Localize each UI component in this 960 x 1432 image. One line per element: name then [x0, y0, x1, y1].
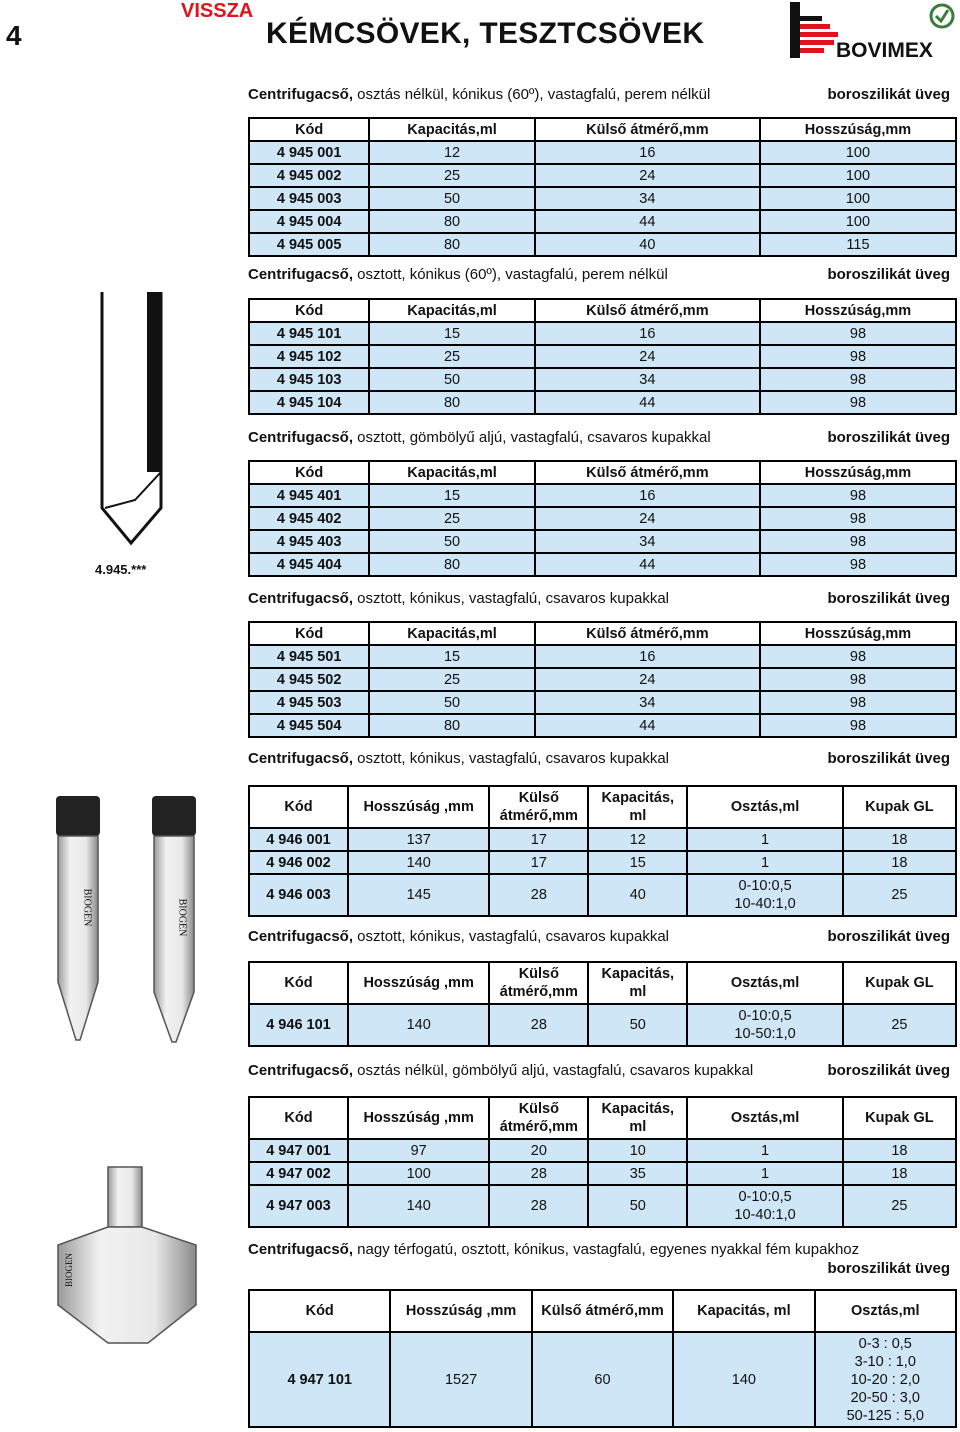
table-cell: 100	[760, 210, 956, 233]
table-cell: 98	[760, 553, 956, 576]
section-title-part: osztott, kónikus, vastagfalú, csavaros kupakkal	[353, 750, 670, 767]
table-cell: 15	[369, 322, 534, 345]
table-cell: 17	[489, 828, 588, 851]
column-header: Kód	[249, 962, 348, 1004]
column-header: Hosszúság,mm	[760, 622, 956, 645]
table-cell: 1	[687, 828, 843, 851]
section-title-part: Centrifugacső,	[248, 750, 354, 767]
product-code-cell: 4 945 503	[249, 691, 369, 714]
table-cell: 140	[348, 1004, 489, 1046]
table-cell: 34	[535, 187, 760, 210]
table-cell: 28	[489, 874, 588, 916]
product-table	[248, 961, 957, 1047]
table-cell: 100	[760, 164, 956, 187]
table-row	[249, 1332, 956, 1427]
table-cell: 15	[369, 645, 534, 668]
column-header: Hosszúság ,mm	[348, 962, 489, 1004]
product-code-cell: 4 946 001	[249, 828, 348, 851]
product-table	[248, 117, 957, 257]
table-cell: 16	[535, 141, 760, 164]
product-table	[248, 1096, 957, 1228]
table-cell: 28	[489, 1162, 588, 1185]
table-row	[249, 553, 956, 576]
column-header: Osztás,ml	[687, 962, 843, 1004]
table-cell: 25	[369, 345, 534, 368]
product-code-cell: 4 945 501	[249, 645, 369, 668]
table-cell: 10	[588, 1139, 687, 1162]
table-cell: 60	[532, 1332, 673, 1427]
table-cell: 24	[535, 345, 760, 368]
column-header: Kód	[249, 622, 369, 645]
column-header: Külső átmérő,mm	[532, 1290, 673, 1332]
product-code-cell: 4 945 103	[249, 368, 369, 391]
section-material: boroszilikát üveg	[827, 266, 950, 283]
table-row	[249, 691, 956, 714]
table-cell: 1527	[390, 1332, 531, 1427]
section-title	[248, 86, 710, 103]
table-row	[249, 210, 956, 233]
table-cell: 140	[673, 1332, 814, 1427]
table-cell: 25	[843, 1185, 956, 1227]
table-cell: 100	[760, 187, 956, 210]
product-table	[248, 785, 957, 917]
column-header: Hosszúság,mm	[760, 461, 956, 484]
section-title-part: Centrifugacső,	[248, 1062, 354, 1079]
table-cell: 18	[843, 828, 956, 851]
table-cell: 98	[760, 507, 956, 530]
table-cell: 25	[843, 874, 956, 916]
table-cell: 44	[535, 714, 760, 737]
column-header: Külső átmérő,mm	[489, 1097, 588, 1139]
column-header: Kapacitás,ml	[369, 118, 534, 141]
column-header: Hosszúság,mm	[760, 118, 956, 141]
table-cell: 98	[760, 322, 956, 345]
bovimex-logo	[788, 2, 956, 60]
table-cell: 16	[535, 322, 760, 345]
table-cell: 140	[348, 851, 489, 874]
table-cell: 24	[535, 164, 760, 187]
column-header: Külső átmérő,mm	[535, 461, 760, 484]
product-table	[248, 460, 957, 577]
table-cell: 98	[760, 668, 956, 691]
table-cell: 98	[760, 530, 956, 553]
table-cell: 28	[489, 1004, 588, 1046]
table-cell: 98	[760, 484, 956, 507]
column-header: Kód	[249, 118, 369, 141]
header-row	[249, 461, 956, 484]
product-code-cell: 4 947 101	[249, 1332, 390, 1427]
table-row	[249, 1185, 956, 1227]
column-header: Hosszúság ,mm	[348, 786, 489, 828]
table-cell: 140	[348, 1185, 489, 1227]
table-row	[249, 645, 956, 668]
large-volume-tube-photo	[48, 1165, 208, 1345]
product-code-cell: 4 945 504	[249, 714, 369, 737]
section-title-part: osztott, gömbölyű aljú, vastagfalú, csavaros kupakkal	[353, 429, 711, 446]
column-header: Hosszúság,mm	[760, 299, 956, 322]
table-cell: 0-10:0,5 10-50:1,0	[687, 1004, 843, 1046]
brand-label: BIOGEN	[64, 1253, 74, 1287]
table-row	[249, 874, 956, 916]
table-cell: 0-3 : 0,5 3-10 : 1,0 10-20 : 2,0 20-50 : 3,0 50-125 : 5,0	[815, 1332, 956, 1427]
column-header: Kód	[249, 1290, 390, 1332]
table-cell: 50	[588, 1004, 687, 1046]
section-material: boroszilikát üveg	[827, 1260, 950, 1277]
table-row	[249, 322, 956, 345]
table-cell: 28	[489, 1185, 588, 1227]
product-code-cell: 4 945 102	[249, 345, 369, 368]
table-cell: 15	[369, 484, 534, 507]
table-cell: 100	[760, 141, 956, 164]
product-code-cell: 4 945 404	[249, 553, 369, 576]
section-title	[248, 266, 668, 283]
section-title-part: Centrifugacső,	[248, 266, 354, 283]
column-header: Külső átmérő,mm	[535, 118, 760, 141]
header-row	[249, 962, 956, 1004]
column-header: Osztás,ml	[815, 1290, 956, 1332]
table-cell: 24	[535, 668, 760, 691]
section-title-part: Centrifugacső,	[248, 429, 354, 446]
table-cell: 34	[535, 530, 760, 553]
table-cell: 98	[760, 714, 956, 737]
table-cell: 34	[535, 368, 760, 391]
column-header: Kapacitás,ml	[369, 299, 534, 322]
table-row	[249, 484, 956, 507]
section-title	[248, 750, 669, 767]
table-cell: 1	[687, 851, 843, 874]
product-code-cell: 4 945 005	[249, 233, 369, 256]
table-cell: 80	[369, 210, 534, 233]
section-title-part: osztás nélkül, gömbölyű aljú, vastagfalú, csavaros kupakkal	[353, 1062, 754, 1079]
table-cell: 25	[843, 1004, 956, 1046]
header-row	[249, 118, 956, 141]
section-title	[248, 590, 669, 607]
table-cell: 12	[369, 141, 534, 164]
table-cell: 50	[369, 368, 534, 391]
table-cell: 50	[369, 691, 534, 714]
table-row	[249, 141, 956, 164]
product-code-cell: 4 945 104	[249, 391, 369, 414]
product-code-cell: 4 946 101	[249, 1004, 348, 1046]
table-cell: 80	[369, 391, 534, 414]
table-cell: 1	[687, 1162, 843, 1185]
conical-tube-drawing	[95, 288, 175, 578]
table-cell: 18	[843, 851, 956, 874]
table-cell: 98	[760, 691, 956, 714]
section-title-part: osztás nélkül, kónikus (60º), vastagfalú, perem nélkül	[353, 86, 711, 103]
section-material: boroszilikát üveg	[827, 1062, 950, 1079]
column-header: Kapacitás,ml	[369, 622, 534, 645]
column-header: Kupak GL	[843, 786, 956, 828]
table-cell: 25	[369, 164, 534, 187]
product-code-cell: 4 946 003	[249, 874, 348, 916]
product-code-cell: 4 945 401	[249, 484, 369, 507]
section-title-part: osztott, kónikus (60º), vastagfalú, perem nélkül	[353, 266, 668, 283]
table-cell: 24	[535, 507, 760, 530]
column-header: Kód	[249, 786, 348, 828]
section-material: boroszilikát üveg	[827, 86, 950, 103]
section-title-part: Centrifugacső,	[248, 590, 354, 607]
column-header: Kapacitás, ml	[588, 1097, 687, 1139]
brand-label: BIOGEN	[176, 898, 188, 937]
table-cell: 0-10:0,5 10-40:1,0	[687, 1185, 843, 1227]
table-cell: 25	[369, 507, 534, 530]
table-row	[249, 530, 956, 553]
section-material: boroszilikát üveg	[827, 429, 950, 446]
column-header: Osztás,ml	[687, 1097, 843, 1139]
table-row	[249, 668, 956, 691]
section-title-part: nagy térfogatú, osztott, kónikus, vastagfalú, egyenes nyakkal fém kupakhoz	[353, 1241, 860, 1258]
page-title: KÉMCSÖVEK, TESZTCSÖVEK	[266, 17, 705, 50]
header-row	[249, 1290, 956, 1332]
header-row	[249, 622, 956, 645]
product-code-cell: 4 945 502	[249, 668, 369, 691]
table-row	[249, 1139, 956, 1162]
section-title-part: Centrifugacső,	[248, 86, 354, 103]
column-header: Kapacitás, ml	[673, 1290, 814, 1332]
product-code-cell: 4 945 101	[249, 322, 369, 345]
section-material: boroszilikát üveg	[827, 750, 950, 767]
column-header: Külső átmérő,mm	[535, 299, 760, 322]
section-title-part: osztott, kónikus, vastagfalú, csavaros kupakkal	[353, 590, 670, 607]
table-row	[249, 164, 956, 187]
section-title-part: Centrifugacső,	[248, 1241, 354, 1258]
product-table	[248, 298, 957, 415]
product-code-cell: 4 945 004	[249, 210, 369, 233]
table-cell: 12	[588, 828, 687, 851]
table-cell: 97	[348, 1139, 489, 1162]
table-row	[249, 233, 956, 256]
table-row	[249, 1004, 956, 1046]
section-material: boroszilikát üveg	[827, 590, 950, 607]
product-code-cell: 4 945 001	[249, 141, 369, 164]
table-cell: 18	[843, 1139, 956, 1162]
table-cell: 0-10:0,5 10-40:1,0	[687, 874, 843, 916]
table-row	[249, 1162, 956, 1185]
product-table	[248, 1289, 957, 1428]
table-cell: 16	[535, 645, 760, 668]
section-title-part: osztott, kónikus, vastagfalú, csavaros kupakkal	[353, 928, 670, 945]
section-title	[248, 1062, 753, 1079]
table-cell: 98	[760, 391, 956, 414]
product-code-cell: 4 947 003	[249, 1185, 348, 1227]
table-cell: 80	[369, 553, 534, 576]
table-row	[249, 851, 956, 874]
product-code-cell: 4 946 002	[249, 851, 348, 874]
header-row	[249, 1097, 956, 1139]
brand-label: BIOGEN	[81, 888, 93, 927]
column-header: Kapacitás,ml	[369, 461, 534, 484]
table-row	[249, 345, 956, 368]
table-cell: 40	[535, 233, 760, 256]
table-row	[249, 507, 956, 530]
product-code-cell: 4 945 402	[249, 507, 369, 530]
table-cell: 18	[843, 1162, 956, 1185]
section-material: boroszilikát üveg	[827, 928, 950, 945]
table-cell: 35	[588, 1162, 687, 1185]
table-cell: 50	[369, 187, 534, 210]
product-code-cell: 4 945 002	[249, 164, 369, 187]
product-table	[248, 621, 957, 738]
product-code-cell: 4 947 002	[249, 1162, 348, 1185]
column-header: Osztás,ml	[687, 786, 843, 828]
table-cell: 98	[760, 368, 956, 391]
column-header: Kód	[249, 1097, 348, 1139]
logo-text: BOVIMEX	[836, 39, 933, 60]
column-header: Kapacitás, ml	[588, 786, 687, 828]
table-cell: 44	[535, 391, 760, 414]
table-cell: 40	[588, 874, 687, 916]
table-cell: 115	[760, 233, 956, 256]
column-header: Kód	[249, 299, 369, 322]
back-link[interactable]: VISSZA	[181, 0, 254, 22]
table-cell: 16	[535, 484, 760, 507]
column-header: Külső átmérő,mm	[489, 786, 588, 828]
section-title	[248, 928, 669, 945]
tube-code-label: 4.945.***	[95, 562, 147, 577]
column-header: Kupak GL	[843, 962, 956, 1004]
table-cell: 44	[535, 210, 760, 233]
section-title	[248, 1241, 859, 1258]
table-cell: 50	[369, 530, 534, 553]
table-cell: 25	[369, 668, 534, 691]
column-header: Kupak GL	[843, 1097, 956, 1139]
table-row	[249, 391, 956, 414]
header-row	[249, 299, 956, 322]
table-cell: 98	[760, 345, 956, 368]
table-cell: 137	[348, 828, 489, 851]
page-number: 4	[6, 20, 22, 51]
table-cell: 50	[588, 1185, 687, 1227]
product-code-cell: 4 945 403	[249, 530, 369, 553]
table-cell: 145	[348, 874, 489, 916]
table-row	[249, 714, 956, 737]
table-cell: 34	[535, 691, 760, 714]
column-header: Külső átmérő,mm	[535, 622, 760, 645]
column-header: Kapacitás, ml	[588, 962, 687, 1004]
column-header: Hosszúság ,mm	[390, 1290, 531, 1332]
column-header: Kód	[249, 461, 369, 484]
table-cell: 15	[588, 851, 687, 874]
table-cell: 80	[369, 714, 534, 737]
product-code-cell: 4 947 001	[249, 1139, 348, 1162]
product-code-cell: 4 945 003	[249, 187, 369, 210]
table-cell: 100	[348, 1162, 489, 1185]
table-row	[249, 828, 956, 851]
table-row	[249, 368, 956, 391]
column-header: Külső átmérő,mm	[489, 962, 588, 1004]
table-cell: 17	[489, 851, 588, 874]
table-cell: 98	[760, 645, 956, 668]
table-row	[249, 187, 956, 210]
column-header: Hosszúság ,mm	[348, 1097, 489, 1139]
section-title-part: Centrifugacső,	[248, 928, 354, 945]
header-row	[249, 786, 956, 828]
table-cell: 20	[489, 1139, 588, 1162]
section-title	[248, 429, 711, 446]
table-cell: 44	[535, 553, 760, 576]
capped-tubes-photo	[48, 792, 218, 1047]
table-cell: 80	[369, 233, 534, 256]
table-cell: 1	[687, 1139, 843, 1162]
